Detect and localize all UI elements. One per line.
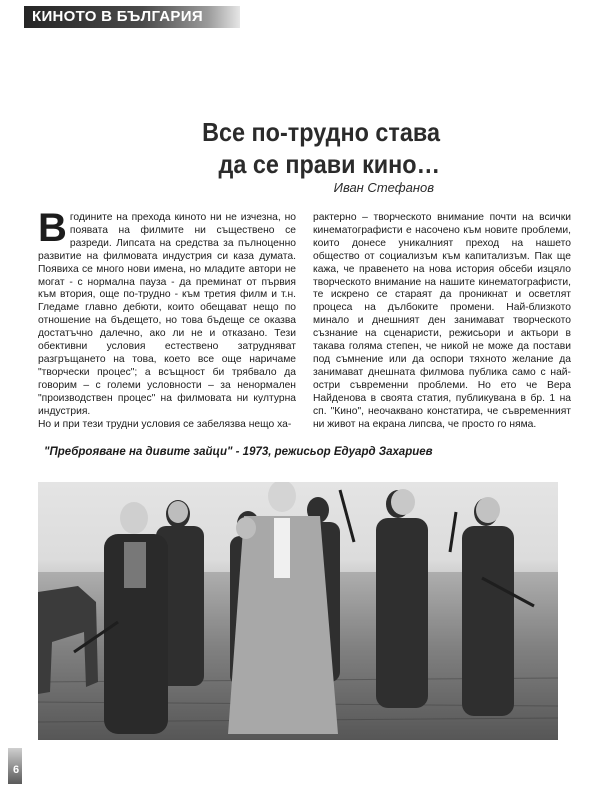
article-title-line-2: да се прави кино… bbox=[218, 149, 440, 179]
article-column-right bbox=[313, 212, 571, 431]
film-still-photo bbox=[38, 482, 558, 740]
article-title-line-1: Все по-трудно става bbox=[202, 117, 440, 147]
section-title: КИНОТО В БЪЛГАРИЯ bbox=[32, 8, 203, 25]
article-title bbox=[179, 116, 440, 180]
article-column-left bbox=[38, 206, 296, 431]
film-still-illustration bbox=[38, 482, 558, 740]
paragraph: годините на прехода киното ни не изчезна, но появата на филмите ни съществено се разреди. Липсата на средства за пълноценно развитие на филмовата индустрия си каза думата. Появиха се много нови имена, но младите автори не могат - с нормална пауза - да преминат от първия към втория, още по-трудно - към третия филм и т.н. Гледаме главно дебюти, които обещават нещо по отношение на бъдещето, но това бъдеще се оказва достатъчно далечно, ако ли не и отказано. Тези обективни условия естествено затрудняват разгръщането на това, което все още наричаме "творчески процес"; а всъщност би трябвало да говорим – с големи условности – за ненормален "производствен процес" на филмовата ни културна индустрия. bbox=[38, 212, 296, 417]
photo-caption: "Преброяване на дивите зайци" - 1973, режисьор Едуард Захариев bbox=[44, 446, 433, 458]
section-banner bbox=[24, 6, 240, 28]
paragraph: Но и при тези трудни условия се забелязва нещо ха- bbox=[38, 418, 292, 430]
article-author: Иван Стефанов bbox=[333, 180, 434, 195]
page-number: 6 bbox=[12, 764, 20, 776]
drop-cap: В bbox=[38, 206, 67, 250]
paragraph: рактерно – творческото внимание почти на всички кинематографисти е насочено към новите проблеми, които донесе уникалният преход на нашето общество от социализъм към капитализъм. Пак ще кажа, че правенето на нова история обсеби изцяло творческото внимание на нашите кинематографисти, те искрено се стараят да проникнат и осветлят процеса на дълбоките промени. Най-близкото минало и днешният ден занимават творческото съзнание на сценаристи, режисьори и актьори в такава голяма степен, че никой не може да постави под съмнение или да оспори тяхното желание да занимават днешната филмова публика само с най-остри съвременни проблеми. Но ето че Вера Найденова в своята статия, публикувана в бр. 1 на сп. "Кино", неочаквано констатира, че съвременният ни живот на екрана липсва, че просто го няма. bbox=[313, 212, 571, 430]
